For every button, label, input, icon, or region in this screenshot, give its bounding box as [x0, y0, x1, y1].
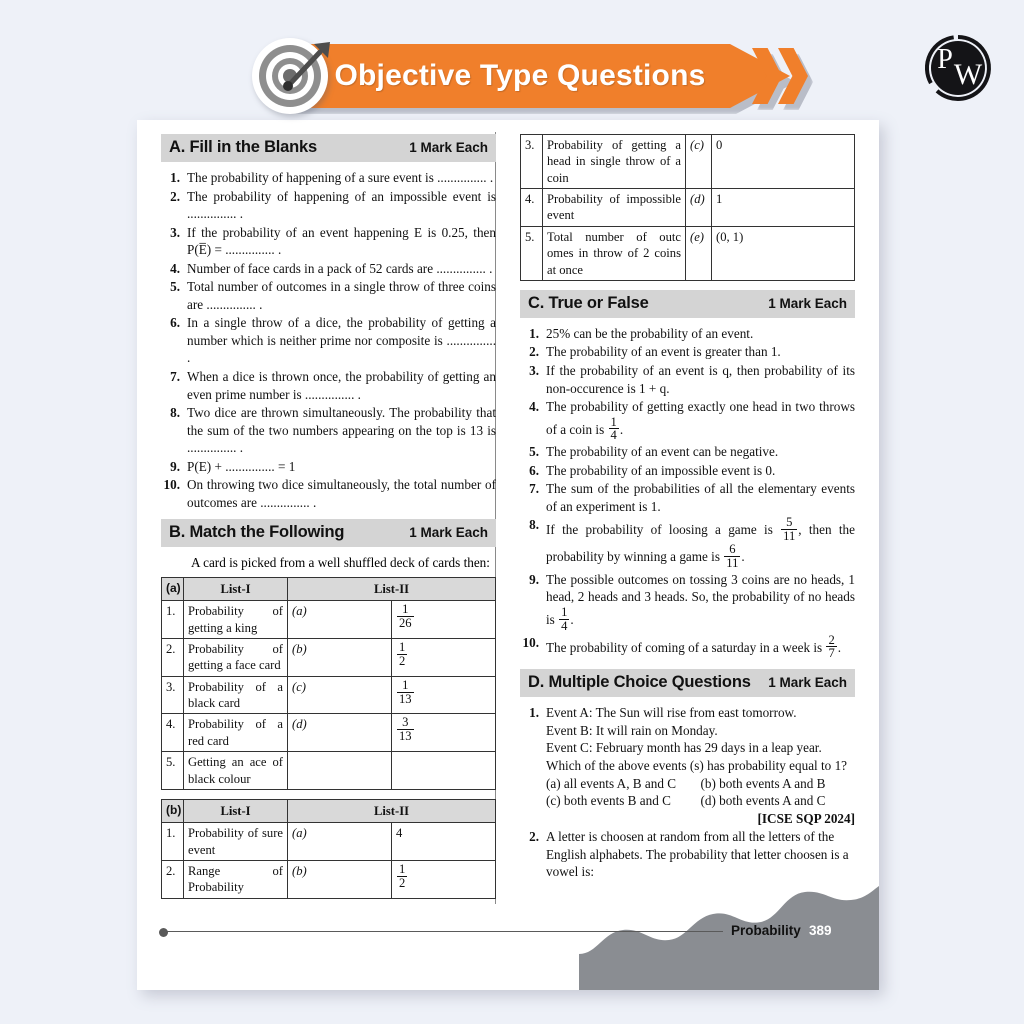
item-text: The probability of an event is greater than 1.	[546, 344, 781, 360]
section-a-title: A. Fill in the Blanks	[169, 138, 317, 156]
table-row	[162, 823, 496, 861]
item-text: When a dice is thrown once, the probability of getting an even prime number is ............... .	[187, 369, 496, 402]
item-number: 8.	[170, 405, 180, 421]
row-key: (a)	[288, 823, 392, 861]
item-number: 2.	[529, 344, 539, 360]
row-value: 1	[712, 189, 855, 227]
row-value	[392, 714, 496, 752]
item-text: The probability of happening of a sure event is ............... .	[187, 170, 494, 185]
table-row	[162, 714, 496, 752]
section-a-item	[161, 314, 496, 367]
section-c-question-list	[520, 325, 855, 660]
section-d-item	[520, 704, 855, 827]
row-key: (d)	[288, 714, 392, 752]
row-number: 3.	[162, 676, 184, 714]
item-number: 10.	[522, 634, 539, 650]
row-key: (b)	[288, 860, 392, 898]
row-number: 1.	[162, 601, 184, 639]
table-row	[162, 639, 496, 677]
section-b-intro: A card is picked from a well shuffled deck of cards then:	[191, 555, 490, 571]
section-d-title: D. Multiple Choice Questions	[528, 673, 751, 692]
row-text: Probability of a red card	[184, 714, 288, 752]
item-text: Number of face cards in a pack of 52 cards are ............... .	[187, 260, 493, 276]
section-d-marks: 1 Mark Each	[768, 675, 847, 691]
section-a-item	[161, 260, 496, 278]
row-text: Probability of a black card	[184, 676, 288, 714]
item-number: 1.	[170, 170, 180, 185]
row-text: Probability of getting a head in single throw of a coin	[543, 135, 686, 189]
item-text: The probability of coming of a saturday in a week is $\frac{2}{7}$ .	[546, 632, 842, 661]
section-a-item	[161, 169, 496, 187]
item-number: 5.	[170, 279, 180, 295]
row-key: (b)	[288, 639, 392, 677]
corner-wave-decoration	[579, 880, 879, 990]
fraction: $\frac{1}{4}$	[561, 604, 568, 633]
pw-logo-letter-w: W	[953, 58, 983, 91]
row-number: 5.	[521, 226, 543, 280]
item-number: 8.	[529, 517, 539, 533]
row-number: 3.	[521, 135, 543, 189]
item-text: The probability of an impossible event is 0.	[546, 462, 776, 478]
row-text: Probability of getting a face card	[184, 639, 288, 677]
section-a-item	[161, 278, 496, 313]
fraction: $\frac{3}{13}$	[399, 715, 412, 744]
item-number: 4.	[529, 399, 539, 415]
row-key: (e)	[686, 226, 712, 280]
row-value	[392, 639, 496, 677]
row-text: Probability of sure event	[184, 823, 288, 861]
dart-arrow-icon	[276, 40, 334, 96]
row-value: (0, 1)	[712, 226, 855, 280]
item-text	[546, 828, 855, 881]
item-text: Two dice are thrown simultaneously. The probability that the sum of the two numbers appearing on the top is 13 is ............... .	[187, 405, 496, 456]
row-text: Probability of impossible event	[543, 189, 686, 227]
item-text: The probability of getting exactly one head in two throws of a coin is $\frac{1}{4}$ .	[546, 399, 855, 443]
section-a-item	[161, 188, 496, 223]
question-line: Event B: It will rain on Monday.	[546, 722, 718, 738]
row-key: (a)	[288, 601, 392, 639]
match-table-b	[161, 799, 496, 899]
row-value	[392, 601, 496, 639]
item-text: On throwing two dice simultaneously, the total number of outcomes are ............... .	[187, 477, 496, 510]
section-c-item	[520, 443, 855, 461]
row-key: (c)	[686, 135, 712, 189]
item-text: The probability of an event can be negative.	[546, 444, 779, 460]
section-a-item	[161, 404, 496, 457]
question-source: [ICSE SQP 2024]	[757, 810, 855, 826]
pw-logo-letter-p: P	[937, 44, 953, 75]
row-number: 4.	[162, 714, 184, 752]
section-header-a	[161, 134, 496, 162]
section-c-item	[520, 325, 855, 343]
section-a-question-list	[161, 169, 496, 511]
mcq-option[interactable]: (c) both events B and C	[546, 793, 671, 809]
mcq-option[interactable]: (b) both events A and B	[700, 775, 826, 791]
item-number: 9.	[170, 458, 180, 474]
item-number: 7.	[170, 369, 180, 385]
item-number: 3.	[170, 224, 180, 240]
fraction: $\frac{1}{2}$	[399, 640, 406, 668]
row-key: (c)	[288, 676, 392, 714]
row-number: 5.	[162, 752, 184, 790]
table-row	[162, 676, 496, 714]
section-c-item	[520, 398, 855, 442]
row-value: 0	[712, 135, 855, 189]
row-text: Probability of getting a king	[184, 601, 288, 639]
row-value	[392, 860, 496, 898]
fraction: $\frac{1}{4}$	[610, 414, 617, 443]
section-header-d	[520, 669, 855, 697]
question-line: Which of the above events (s) has probability equal to 1?	[546, 757, 848, 773]
item-number: 1.	[529, 705, 539, 721]
row-text: Getting an ace of black colour	[184, 752, 288, 790]
table-row	[521, 135, 855, 189]
item-number: 4.	[170, 260, 180, 276]
item-text: 25% can be the probability of an event.	[546, 325, 754, 341]
item-text: P(E) + ............... = 1	[187, 458, 296, 474]
section-a-item	[161, 476, 496, 511]
match-table-a-continued	[520, 134, 855, 281]
row-value	[392, 676, 496, 714]
item-number: 6.	[170, 315, 180, 331]
section-header-b	[161, 519, 496, 547]
match-table-b-col2: List-II	[288, 799, 496, 822]
match-table-b-label: (b)	[162, 799, 184, 822]
item-text: If the probability of an event is q, then probability of its non-occurence is 1 + q.	[546, 362, 855, 396]
section-a-item	[161, 224, 496, 259]
left-column	[161, 134, 496, 908]
fraction: $\frac{1}{26}$	[399, 602, 412, 631]
item-number: 5.	[529, 444, 539, 460]
fraction: $\frac{1}{13}$	[399, 677, 412, 706]
table-row	[521, 189, 855, 227]
item-number: 6.	[529, 462, 539, 478]
section-b-title: B. Match the Following	[169, 523, 345, 542]
item-text: The sum of the probabilities of all the elementary events of an experiment is 1.	[546, 481, 855, 514]
match-table-a-label: (a)	[162, 577, 184, 600]
section-a-item	[161, 368, 496, 403]
row-key: (d)	[686, 189, 712, 227]
question-line: Event A: The Sun will rise from east tomorrow.	[546, 705, 797, 721]
question-line: A letter is choosen at random from all the letters of the English alphabets. The probability that letter choosen is a vowel is:	[546, 829, 849, 880]
pw-logo	[922, 32, 994, 104]
option-grid	[546, 775, 855, 810]
row-value: 4	[392, 823, 496, 861]
section-b-marks: 1 Mark Each	[409, 525, 488, 541]
item-text: If the probability of an event happening E is 0.25, then P(E̅) = ............... .	[187, 224, 496, 258]
section-header-c	[520, 290, 855, 318]
item-number: 3.	[529, 362, 539, 378]
row-text: Total number of outc omes in throw of 2 coins at once	[543, 226, 686, 280]
footer-rule	[163, 931, 723, 932]
match-table-a-col2: List-II	[288, 577, 496, 600]
fraction: $\frac{2}{7}$	[828, 632, 835, 661]
section-c-item	[520, 480, 855, 515]
section-d-question-list	[520, 704, 855, 880]
item-text: The probability of happening of an impossible event is ............... .	[187, 188, 496, 222]
section-c-item	[520, 571, 855, 633]
question-line: Event C: February month has 29 days in a leap year.	[546, 740, 822, 756]
worksheet-page	[137, 120, 879, 990]
right-column	[520, 134, 855, 882]
fraction: $\frac{5}{11}$	[783, 515, 796, 544]
fraction: $\frac{6}{11}$	[726, 542, 739, 571]
section-a-item	[161, 458, 496, 476]
item-text: In a single throw of a dice, the probability of getting a number which is neither prime nor composite is ............... .	[187, 315, 496, 366]
banner-title: Objective Type Questions	[334, 59, 706, 92]
table-row	[521, 226, 855, 280]
footer-page-number: 389	[809, 923, 832, 938]
mcq-option[interactable]: (d) both events A and C	[700, 793, 826, 809]
section-c-item	[520, 516, 855, 569]
section-c-item	[520, 462, 855, 480]
item-number: 1.	[529, 325, 539, 341]
section-c-title: C. True or False	[528, 293, 649, 312]
item-number: 10.	[163, 477, 180, 493]
match-table-a-col1: List-I	[184, 577, 288, 600]
table-row	[162, 860, 496, 898]
fraction: $\frac{1}{2}$	[399, 861, 406, 890]
row-number: 2.	[162, 639, 184, 677]
item-number: 9.	[529, 571, 539, 587]
section-c-item	[520, 362, 855, 397]
row-key	[288, 752, 392, 790]
match-table-a	[161, 577, 496, 790]
row-value	[392, 752, 496, 790]
table-row	[162, 601, 496, 639]
section-c-marks: 1 Mark Each	[768, 295, 847, 311]
item-number: 2.	[170, 188, 180, 204]
mcq-option[interactable]: (a) all events A, B and C	[546, 775, 677, 791]
table-row	[162, 752, 496, 790]
row-number: 4.	[521, 189, 543, 227]
row-number: 1.	[162, 823, 184, 861]
item-text: If the probability of loosing a game is $\frac{5}{11}$ , then the probability by winning a game is $\frac{6}{11}$ .	[546, 515, 855, 571]
item-number: 7.	[529, 481, 539, 497]
section-a-marks: 1 Mark Each	[409, 140, 488, 155]
page-footer	[137, 904, 879, 990]
footer-chapter-name: Probability	[731, 923, 801, 938]
section-c-item	[520, 343, 855, 361]
item-text	[546, 704, 855, 827]
match-table-b-col1: List-I	[184, 799, 288, 822]
item-text: Total number of outcomes in a single throw of three coins are ............... .	[187, 279, 496, 312]
row-text: Range of Probability	[184, 860, 288, 898]
row-number: 2.	[162, 860, 184, 898]
section-d-item	[520, 828, 855, 881]
item-number: 2.	[529, 829, 539, 845]
section-c-item	[520, 634, 855, 661]
item-text: The possible outcomes on tossing 3 coins are no heads, 1 head, 2 heads and 3 heads. So, the probability of no heads is $\frac{1}{4}$ .	[546, 571, 855, 633]
